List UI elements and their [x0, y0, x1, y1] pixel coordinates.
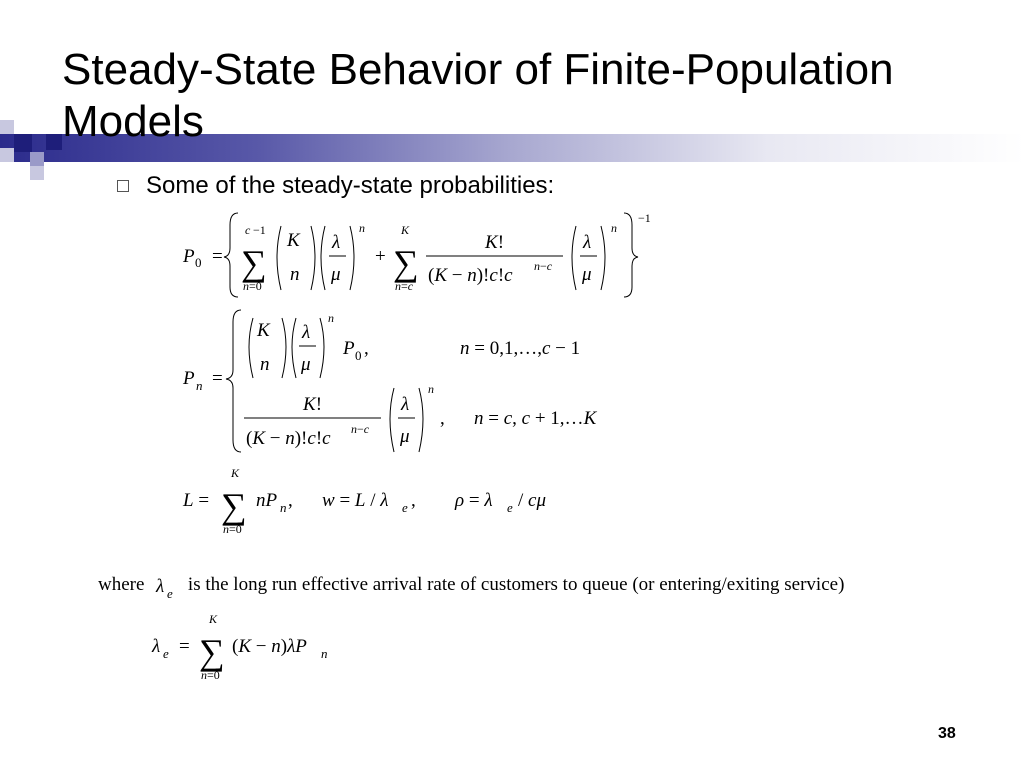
where-description: is the long run effective arrival rate of customers to queue (or entering/exiting service) [187, 574, 845, 595]
deco-square-2 [14, 134, 32, 152]
svg-text:n: n [280, 500, 287, 515]
svg-text:λ: λ [156, 576, 165, 597]
svg-text:K: K [209, 612, 218, 626]
svg-text:n: n [359, 221, 365, 235]
svg-text:0: 0 [195, 255, 202, 270]
svg-text:n = 0,1,…,c − 1: n = 0,1,…,c − 1 [460, 338, 581, 359]
svg-text:λ: λ [302, 322, 311, 343]
svg-text:n−c: n−c [351, 422, 370, 436]
svg-text:n: n [328, 311, 334, 325]
svg-text:e: e [402, 500, 408, 515]
svg-text:/ cμ: / cμ [518, 490, 547, 511]
svg-text:w = L / λ: w = L / λ [322, 490, 389, 511]
svg-text:L =: L = [183, 490, 210, 511]
where-text-line [98, 574, 844, 596]
svg-text:+: + [375, 246, 386, 267]
equation-p0 [182, 211, 651, 297]
svg-text:n=0: n=0 [201, 668, 220, 682]
svg-text:=: = [179, 636, 190, 657]
svg-text:(K − n)λP: (K − n)λP [232, 636, 307, 657]
svg-text:e: e [167, 586, 173, 601]
svg-text:e: e [507, 500, 513, 515]
svg-text:K: K [231, 466, 240, 480]
svg-text:λ: λ [401, 394, 410, 415]
svg-text:,: , [364, 338, 369, 359]
svg-text:=: = [212, 368, 223, 389]
deco-square-5 [0, 148, 14, 162]
svg-text:c: c [245, 223, 251, 237]
slide-title [62, 44, 894, 148]
svg-text:n: n [611, 221, 617, 235]
svg-text:∑: ∑ [241, 243, 267, 283]
svg-text:(K − n)!c!c: (K − n)!c!c [246, 428, 331, 449]
svg-text:∑: ∑ [221, 486, 247, 526]
svg-text:μ: μ [400, 426, 410, 447]
equation-pn [182, 310, 598, 452]
bullet-text: Some of the steady-state probabilities: [146, 172, 555, 199]
svg-text:K!: K! [303, 394, 323, 415]
svg-text:n: n [428, 382, 434, 396]
svg-text:λ: λ [583, 232, 592, 253]
equation-l-w-rho [182, 466, 546, 536]
svg-text:λ: λ [332, 232, 341, 253]
deco-square-6 [30, 166, 44, 180]
svg-text:μ: μ [301, 354, 311, 375]
svg-text:=: = [212, 246, 223, 267]
svg-text:K!: K! [485, 232, 505, 253]
deco-square-1 [0, 120, 14, 134]
svg-text:K: K [401, 223, 410, 237]
deco-square-4 [30, 152, 44, 166]
svg-text:n: n [321, 646, 328, 661]
svg-text:n=0: n=0 [223, 522, 242, 536]
svg-text:P: P [183, 246, 195, 267]
svg-text:∑: ∑ [393, 243, 419, 283]
svg-text:e: e [163, 646, 169, 661]
svg-text:n: n [260, 354, 270, 375]
svg-text:n−c: n−c [534, 259, 553, 273]
slide-title-line2: Models [62, 97, 204, 146]
svg-text:K: K [257, 320, 270, 341]
where-word: where [98, 574, 145, 595]
slide-title-line1: Steady-State Behavior of Finite-Population [62, 45, 894, 94]
svg-text:,: , [411, 490, 416, 511]
svg-text:∑: ∑ [199, 632, 225, 672]
svg-text:,: , [440, 408, 445, 429]
deco-square-3 [46, 134, 62, 150]
svg-text:μ: μ [331, 264, 341, 285]
bullet-square-icon [117, 180, 129, 192]
svg-text:P: P [183, 368, 195, 389]
equation-lambda-e [151, 612, 328, 682]
svg-text:K: K [287, 230, 300, 251]
svg-text:μ: μ [582, 264, 592, 285]
svg-text:ρ = λ: ρ = λ [455, 490, 493, 511]
svg-text:λ: λ [152, 636, 161, 657]
svg-text:−1: −1 [638, 211, 651, 225]
svg-text:(K − n)!c!c: (K − n)!c!c [428, 265, 513, 286]
svg-text:n=0: n=0 [243, 279, 262, 293]
svg-text:n = c, c + 1,…K: n = c, c + 1,…K [474, 408, 597, 429]
page-number: 38 [938, 725, 956, 742]
svg-text:−1: −1 [253, 223, 266, 237]
svg-text:n: n [290, 264, 300, 285]
svg-text:n: n [196, 378, 203, 393]
svg-text:nP: nP [256, 490, 278, 511]
svg-text:,: , [288, 490, 293, 511]
svg-text:0: 0 [355, 348, 362, 363]
svg-text:n=c: n=c [395, 279, 414, 293]
svg-text:P: P [343, 338, 355, 359]
